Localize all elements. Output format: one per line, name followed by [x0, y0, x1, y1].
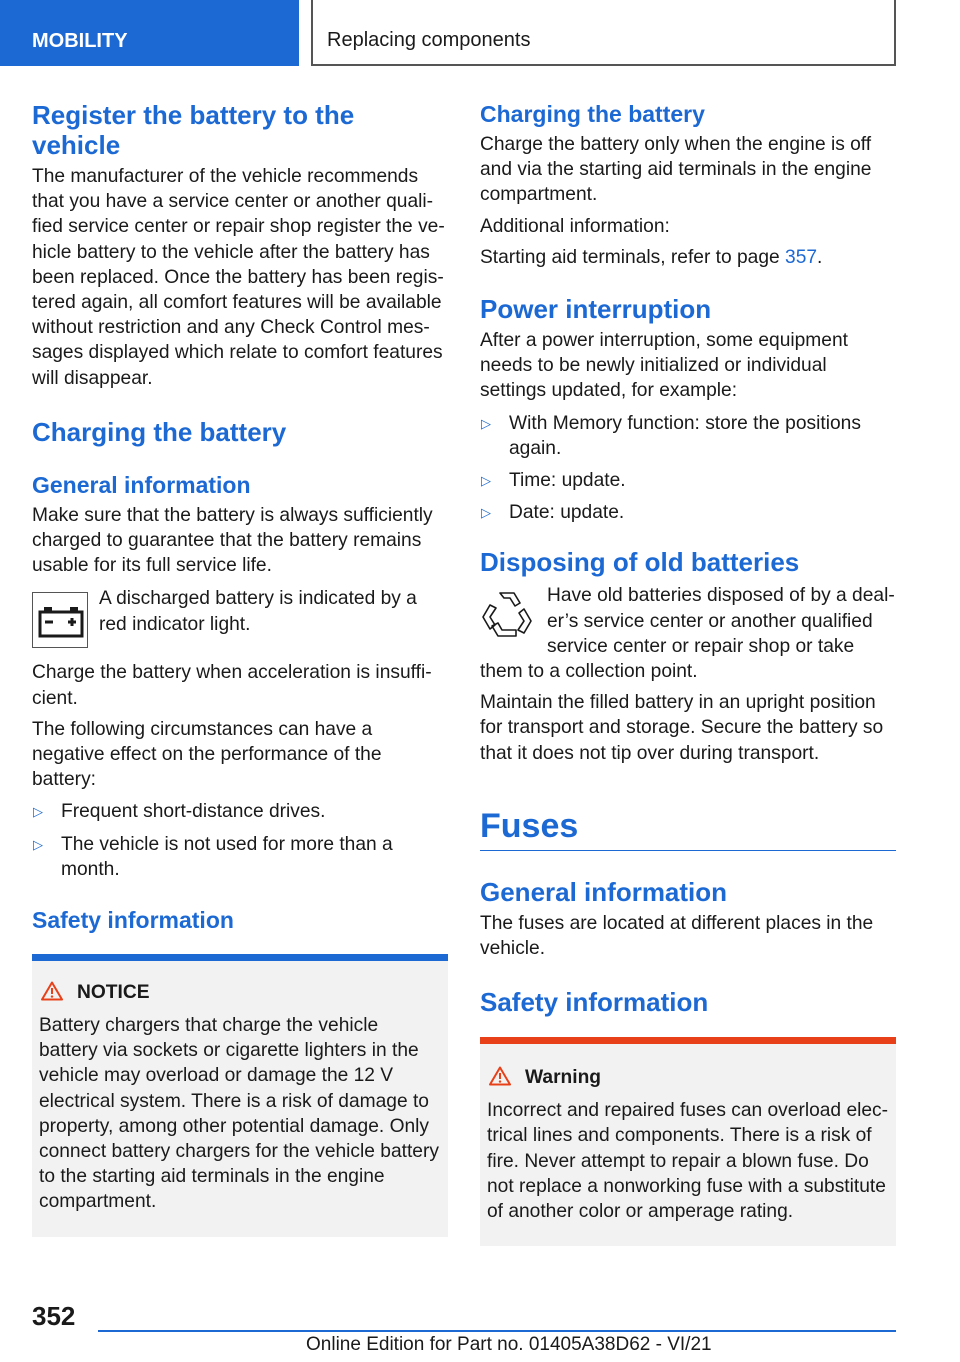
- register-heading: Register the battery to the vehicle: [32, 100, 355, 160]
- safety-heading: Safety information: [32, 907, 234, 934]
- page-link-357[interactable]: 357: [785, 246, 818, 268]
- triangle-bullet-icon: ▷: [33, 836, 43, 852]
- fuse-general-text: The fuses are located at different places in the vehicle.: [480, 912, 874, 960]
- list-item: ▷ Date: update.: [480, 500, 896, 525]
- list-item: ▷ Frequent short-distance drives.: [32, 799, 448, 824]
- left-column: [32, 100, 448, 1237]
- maintain-text: Maintain the filled battery in an upright position for transport and storage. Secure the battery so that it does not tip over during transport.: [480, 692, 884, 764]
- notice-label: NOTICE: [77, 982, 150, 1004]
- power-interruption-heading: Power interruption: [480, 294, 712, 325]
- list-item: ▷ With Memory function: store the positions again.: [481, 412, 861, 459]
- right-charging-text: Charge the battery only when the engine is off and via the starting aid terminals in the engine compartment.: [480, 134, 872, 206]
- power-interruption-text: After a power interruption, some equipment needs to be newly initialized or individual settings updated, for example:: [480, 330, 848, 402]
- edition-text: Online Edition for Part no. 01405A38D62 - VI/21: [306, 1334, 712, 1355]
- right-charging-heading: Charging the battery: [480, 101, 705, 127]
- battery-icon: [32, 592, 88, 648]
- fuse-safety-heading: Safety information: [480, 987, 709, 1018]
- section-tab: MOBILITY: [0, 0, 299, 66]
- circumstances-text: The following circumstances can have a negative effect on the performance of the battery:: [32, 718, 382, 791]
- acceleration-text: Charge the battery when acceleration is insufficient.: [32, 662, 432, 709]
- power-list: [480, 411, 896, 526]
- warning-box: [480, 1037, 896, 1246]
- general-info-text: Make sure that the battery is always sufficiently charged to guarantee that the battery remains usable for its full service life.: [32, 504, 433, 577]
- warning-triangle-icon: [41, 981, 63, 1001]
- fuses-title-block: [480, 806, 896, 851]
- disposing-text-a: Have old batteries disposed of by a dealer’s service center or another qualified service center or repair shop or take: [547, 585, 895, 657]
- circumstances-list: [32, 799, 448, 882]
- list-item: ▷ Time: update.: [480, 468, 896, 493]
- right-column: [480, 100, 896, 1246]
- triangle-bullet-icon: ▷: [481, 505, 491, 521]
- recycle-icon: [480, 587, 534, 641]
- list-item: ▷ The vehicle is not used for more than a month.: [33, 833, 393, 880]
- triangle-bullet-icon: ▷: [481, 473, 491, 489]
- warning-triangle-icon: [489, 1066, 511, 1086]
- additional-info-label: Additional information:: [480, 215, 670, 237]
- notice-box: [32, 954, 448, 1237]
- triangle-bullet-icon: ▷: [33, 804, 43, 820]
- charging-heading: Charging the battery: [32, 416, 287, 447]
- footer-divider: [98, 1330, 896, 1332]
- chapter-title: Replacing components: [311, 0, 896, 66]
- warning-label: Warning: [525, 1067, 602, 1089]
- notice-text: Battery chargers that charge the vehicle battery via sockets or cigarette lighters in the vehicle may overload or damage the 12 V electrical system. There is a risk of damage to property, among other potential damage. Only connect battery chargers for the vehicle battery to the starting aid terminals in the engine compartment.: [39, 1015, 439, 1213]
- disposing-heading: Disposing of old batteries: [480, 547, 800, 578]
- notice-header: [39, 981, 441, 1005]
- indicator-text: A discharged battery is indicated by a red indicator light.: [99, 588, 417, 635]
- triangle-bullet-icon: ▷: [481, 415, 491, 431]
- battery-indicator-note: [32, 586, 448, 656]
- disposing-note: [480, 583, 896, 684]
- fuses-heading: Fuses: [480, 806, 579, 845]
- register-text: The manufacturer of the vehicle recommends that you have a service center or another qualified service center or repair shop register the vehicle battery to the vehicle after the battery has been replaced. Once the battery has been registered again, all comfort features will be available without restriction and any Check Control messages displayed which relate to comfort features will disappear.: [32, 166, 445, 389]
- page-header: [0, 0, 960, 66]
- page-number: 352: [32, 1301, 76, 1331]
- warning-header: [487, 1066, 889, 1090]
- disposing-text-b: them to a collection point.: [480, 661, 698, 683]
- starting-aid-reference: Starting aid terminals, refer to page 357.: [480, 246, 823, 268]
- fuse-general-heading: General information: [480, 876, 728, 907]
- general-info-heading: General information: [32, 471, 251, 498]
- warning-text: Incorrect and repaired fuses can overload electrical lines and components. There is a risk of fire. Never attempt to repair a blown fuse. Do not replace a nonworking fuse with a substitute of another color or amperage rating.: [487, 1100, 889, 1223]
